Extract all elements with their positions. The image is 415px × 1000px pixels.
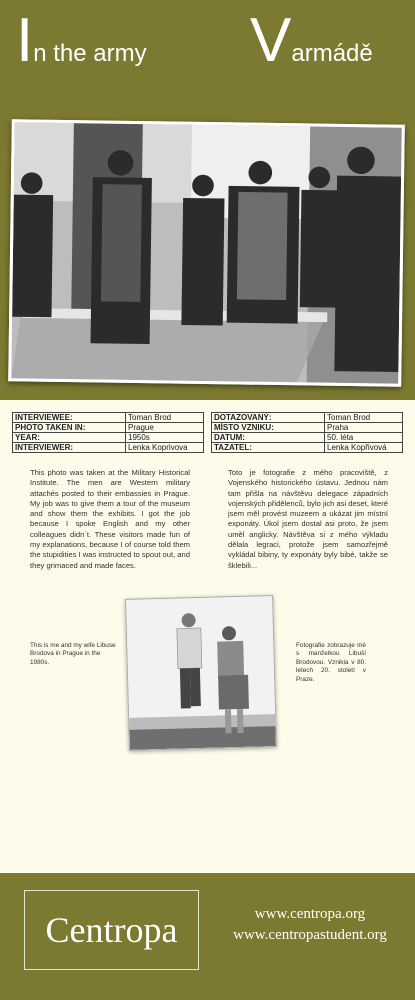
info-table-english (12, 412, 204, 453)
photo-caption-english: This is me and my wife Libuse Brodova in Prague in the 1980s. (30, 642, 116, 666)
info-row: DOTAZOVANÝ: Toman Brod (212, 413, 403, 423)
info-row: YEAR: 1950s (13, 433, 204, 443)
info-row: MÍSTO VZNIKU: Praha (212, 423, 403, 433)
info-row: DATUM: 50. léta (212, 433, 403, 443)
info-row: INTERVIEWER: Lenka Koprivova (13, 443, 204, 453)
info-row: TAZATEL: Lenka Kopřivová (212, 443, 403, 453)
photo-army-visit (11, 122, 402, 383)
footer-links (215, 904, 405, 946)
link-centropa[interactable]: www.centropa.org (254, 906, 366, 922)
photo-caption-czech: Fotografie zobrazuje mě s manželkou Libuší Brodovou. Vznikla v 80. letech 20. století v Praze. (296, 642, 366, 683)
photo-couple (126, 596, 276, 750)
story-text-czech: Toto je fotografie z mého pracoviště, z Vojenského historického ústavu. Jednou nám tam přišla na návštěvu delegace západních vojenských přidělenců, bylo jich asi deset, které jsem měl provést muzeem a ukázat jim místní exponáty. Úkol jsem dostal asi proto, že jsem uměl anglicky. Návštěva si z mého výkladu dělala legraci, protože jsem samozřejmě vykládal bibiny, ty exponáty byly bibé, takže se šklebili... (228, 468, 388, 570)
centropa-logo: Centropa (24, 890, 199, 970)
couple-photo (125, 595, 277, 751)
title-english: In the army (16, 6, 147, 75)
main-photo (8, 119, 405, 386)
info-table-czech (211, 412, 403, 453)
info-row: INTERVIEWEE: Toman Brod (13, 413, 204, 423)
link-centropa-student[interactable]: www.centropastudent.org (233, 927, 387, 943)
info-row: PHOTO TAKEN IN: Prague (13, 423, 204, 433)
story-text-english: This photo was taken at the Military Historical Institute. The men are Western military attachés posted to their embassies in Prague. My job was to give them a tour of the museum and show them the exhibits. I got the job because I spoke English and my other colleagues didn´t. These visitors made fun of my explanations, because I of course told them the stupidities I was instructed to spout out, and they grimaced and made faces. (30, 468, 190, 570)
title-czech: Varmádě (250, 6, 373, 75)
